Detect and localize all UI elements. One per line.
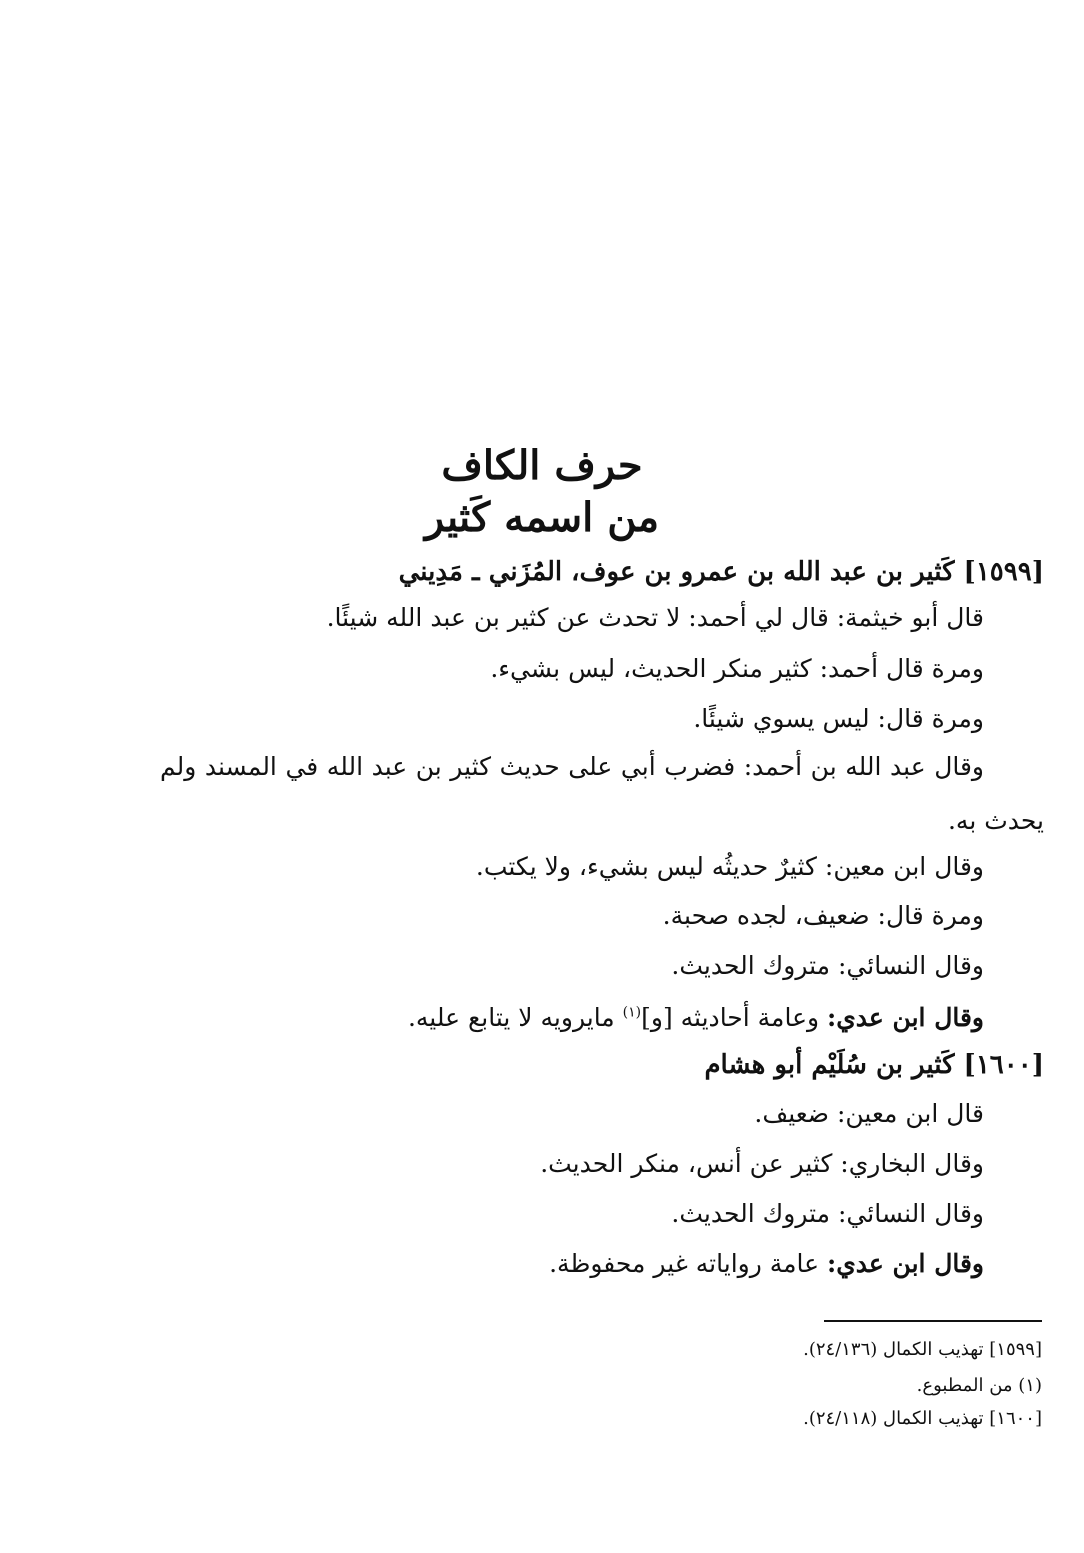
chapter-title: حرف الكاف [441,442,643,489]
chapter-subtitle: من اسمه كَثير [424,494,660,541]
footnote: (١) من المطبوع. [916,1375,1042,1396]
footnote: [١٥٩٩] تهذيب الكمال (٢٤/١٣٦). [803,1339,1042,1360]
entry-line: وقال النسائي: متروك الحديث. [671,951,984,980]
entry-heading-1600: [١٦٠٠] كَثير بن سُلَيْم أبو هشام [704,1050,1044,1080]
entry-line: وقال ابن معين: كثيرٌ حديثُه ليس بشيء، ولا يكتب. [475,852,984,881]
ibn-adi-text: عامة رواياته غير محفوظة. [549,1249,828,1278]
entry-line: ومرة قال أحمد: كثير منكر الحديث، ليس بشيء. [490,654,984,683]
entry-line: يحدث به. [947,806,1044,835]
ibn-adi-label: وقال ابن عدي: [827,1003,984,1032]
ibn-adi-text: مايرويه لا يتابع عليه. [407,1003,623,1032]
footnote-marker: (١) [622,1004,642,1021]
entry-line: قال أبو خيثمة: قال لي أحمد: لا تحدث عن كثير بن عبد الله شيئًا. [326,603,984,632]
entry-line: وقال البخاري: كثير عن أنس، منكر الحديث. [540,1149,984,1178]
footnote-divider [824,1320,1042,1322]
entry-line: ومرة قال: ليس يسوي شيئًا. [693,704,984,733]
entry-heading-1599: [١٥٩٩] كَثير بن عبد الله بن عمرو بن عوف، المُزَني ـ مَدِيني [398,557,1044,587]
ibn-adi-text: وعامة أحاديثه [و] [641,1003,828,1032]
entry-line: ومرة قال: ضعيف، لجده صحبة. [662,901,984,930]
entry-line-ibn-adi [408,994,984,1042]
entry-line: وقال عبد الله بن أحمد: فضرب أبي على حديث كثير بن عبد الله في المسند ولم [160,752,984,781]
entry-line: وقال النسائي: متروك الحديث. [671,1199,984,1228]
footnote: [١٦٠٠] تهذيب الكمال (٢٤/١١٨). [803,1408,1042,1429]
entry-line-ibn-adi [549,1240,984,1288]
ibn-adi-label: وقال ابن عدي: [827,1249,984,1278]
entry-line: قال ابن معين: ضعيف. [754,1099,984,1128]
